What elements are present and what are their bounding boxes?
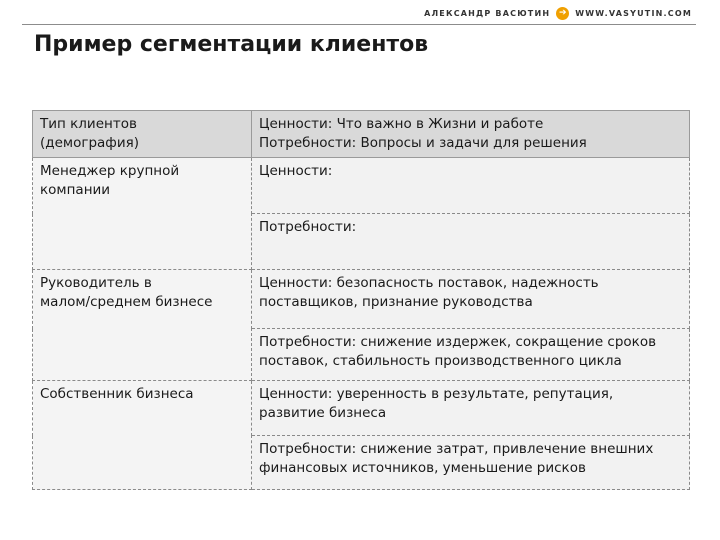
- values-text: Ценности: уверенность в результате, репутация, развитие бизнеса: [259, 386, 614, 421]
- segment-cell: [33, 158, 252, 270]
- column-header-values-needs: [252, 111, 690, 158]
- column-header-label: Ценности: Что важно в Жизни и работе Потребности: Вопросы и задачи для решения: [259, 116, 587, 151]
- column-header-label: Тип клиентов (демография): [40, 116, 139, 151]
- segment-cell: [33, 381, 252, 490]
- values-text: Ценности: безопасность поставок, надежность поставщиков, признание руководства: [259, 275, 599, 310]
- values-cell: [252, 381, 690, 436]
- values-text: Ценности:: [259, 163, 333, 179]
- page-title: Пример сегментации клиентов: [34, 32, 429, 57]
- segment-label: Менеджер крупной компании: [40, 163, 180, 198]
- needs-text: Потребности:: [259, 219, 357, 235]
- table-row: [33, 381, 690, 436]
- segmentation-table: [32, 110, 690, 490]
- values-cell: [252, 270, 690, 329]
- needs-cell: [252, 436, 690, 490]
- brand-header: [424, 7, 692, 20]
- arrow-logo-icon: ➔: [556, 7, 569, 20]
- segment-cell: [33, 270, 252, 381]
- needs-text: Потребности: снижение издержек, сокращение сроков поставок, стабильность производственного цикла: [259, 334, 657, 369]
- needs-cell: [252, 214, 690, 270]
- values-cell: [252, 158, 690, 214]
- needs-cell: [252, 329, 690, 381]
- table-row: [33, 270, 690, 329]
- title-divider: [22, 24, 696, 25]
- column-header-client-type: [33, 111, 252, 158]
- segment-label: Собственник бизнеса: [40, 386, 194, 402]
- table-header-row: [33, 111, 690, 158]
- segment-label: Руководитель в малом/среднем бизнесе: [40, 275, 213, 310]
- needs-text: Потребности: снижение затрат, привлечение внешних финансовых источников, уменьшение рисков: [259, 441, 654, 476]
- table-row: [33, 158, 690, 214]
- author-name: АЛЕКСАНДР ВАСЮТИН: [424, 9, 551, 18]
- website-url: WWW.VASYUTIN.COM: [575, 9, 692, 18]
